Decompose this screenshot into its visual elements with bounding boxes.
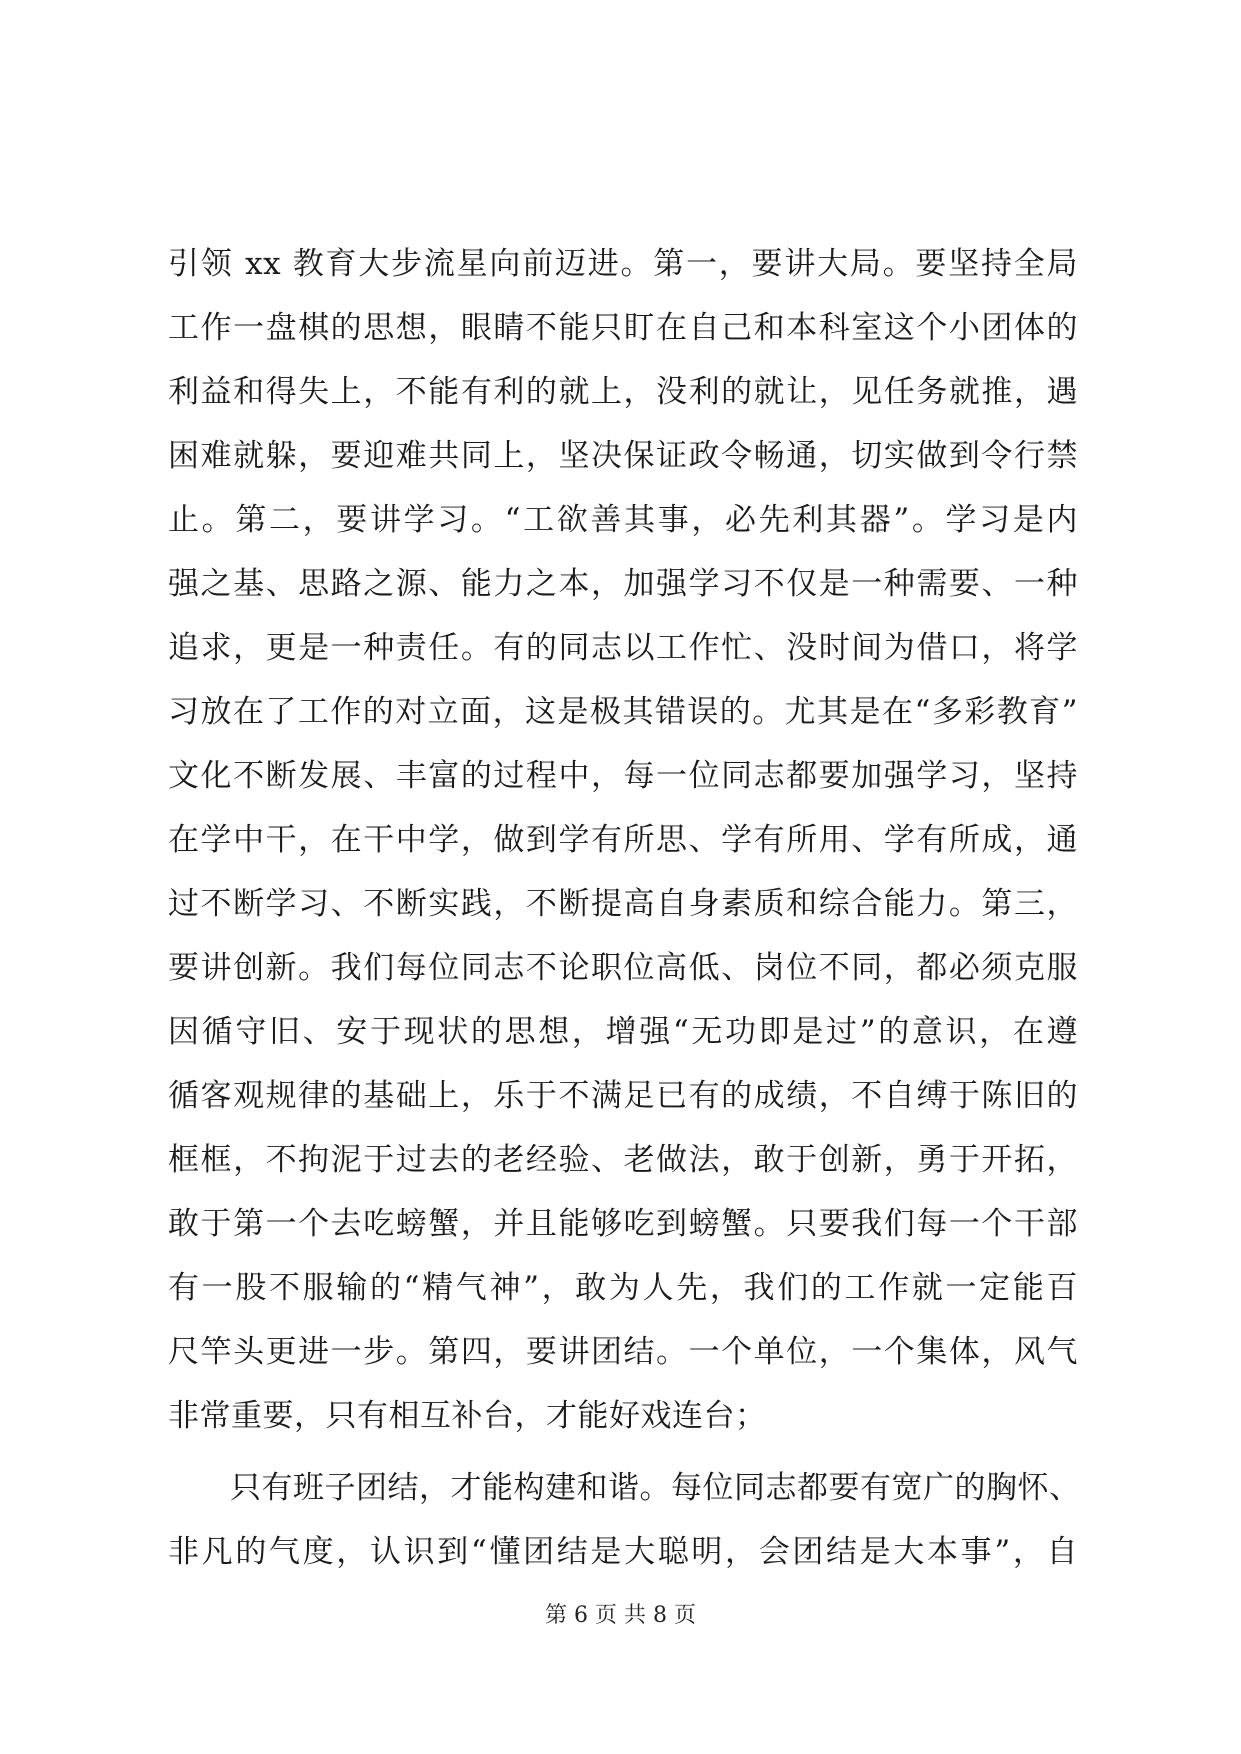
text-line: 引领 xx 教育大步流星向前迈进。第一，要讲大局。要坚持全局 [168,246,1078,282]
text-line: 敢于第一个去吃螃蟹，并且能够吃到螃蟹。只要我们每一个干部 [168,1206,1078,1242]
text-line: 尺竿头更进一步。第四，要讲团结。一个单位，一个集体，风气 [168,1334,1078,1370]
paragraph-2 [168,1456,1081,1584]
page-number-footer: 第 6 页 共 8 页 [545,1603,696,1628]
text-line: 因循守旧、安于现状的思想，增强“无功即是过”的意识，在遵 [168,1014,1078,1050]
text-line: 工作一盘棋的思想，眼睛不能只盯在自己和本科室这个小团体的 [168,310,1078,346]
text-line: 过不断学习、不断实践，不断提高自身素质和综合能力。第三， [168,886,1078,922]
text-line: 习放在了工作的对立面，这是极其错误的。尤其是在“多彩教育” [168,694,1078,730]
text-line: 有一股不服输的“精气神”，敢为人先，我们的工作就一定能百 [168,1270,1078,1306]
text-line: 困难就躲，要迎难共同上，坚决保证政令畅通，切实做到令行禁 [168,438,1078,474]
text-line: 强之基、思路之源、能力之本，加强学习不仅是一种需要、一种 [168,566,1078,602]
paragraph-gap [168,1448,1078,1456]
text-line: 非常重要，只有相互补台，才能好戏连台； [168,1398,767,1434]
text-line: 利益和得失上，不能有利的就上，没利的就让，见任务就推，遇 [168,374,1078,410]
text-line: 文化不断发展、丰富的过程中，每一位同志都要加强学习，坚持 [168,758,1078,794]
document-body [168,232,1081,1584]
paragraph-1 [168,232,1078,1448]
text-line: 循客观规律的基础上，乐于不满足已有的成绩，不自缚于陈旧的 [168,1078,1078,1114]
text-line: 止。第二，要讲学习。“工欲善其事，必先利其器”。学习是内 [168,502,1078,538]
text-line: 只有班子团结，才能构建和谐。每位同志都要有宽广的胸怀、 [230,1470,1081,1506]
text-line: 框框，不拘泥于过去的老经验、老做法，敢于创新，勇于开拓， [168,1142,1078,1178]
text-line: 非凡的气度，认识到“懂团结是大聪明，会团结是大本事”，自 [168,1534,1078,1570]
text-line: 在学中干，在干中学，做到学有所思、学有所用、学有所成，通 [168,822,1078,858]
text-line: 要讲创新。我们每位同志不论职位高低、岗位不同，都必须克服 [168,950,1078,986]
text-line: 追求，更是一种责任。有的同志以工作忙、没时间为借口，将学 [168,630,1078,666]
